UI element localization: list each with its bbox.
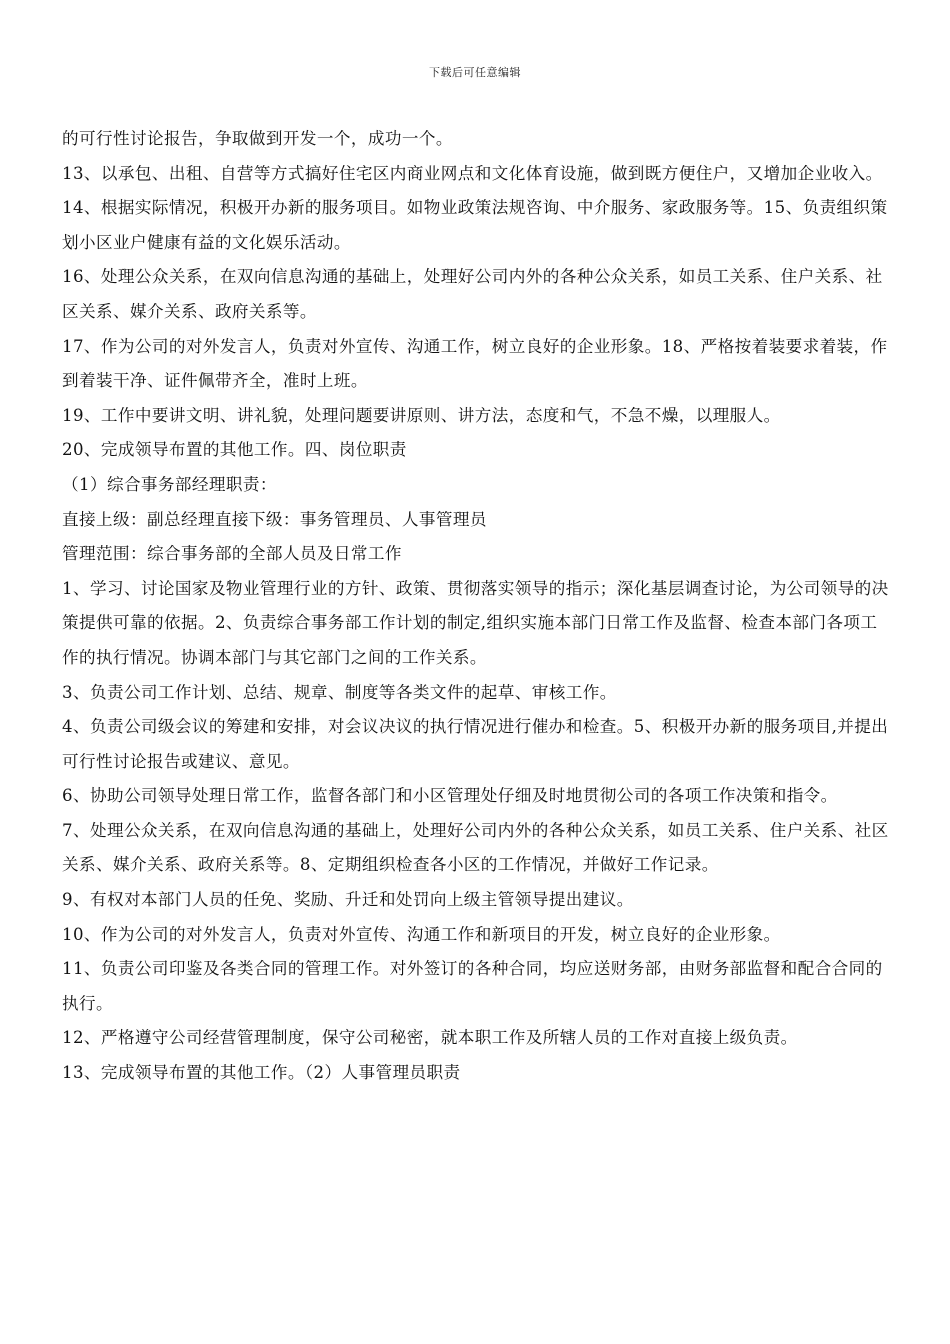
section-heading: （1）综合事务部经理职责： — [62, 474, 277, 494]
paragraph: 20、完成领导布置的其他工作。四、岗位职责 — [62, 440, 407, 460]
paragraph: 19、工作中要讲文明、讲礼貌，处理问题要讲原则、讲方法，态度和气，不急不燥，以理服人。 — [62, 405, 781, 425]
page-header: 下载后可任意编辑 — [429, 66, 521, 79]
paragraph: 直接上级：副总经理直接下级：事务管理员、人事管理员 — [62, 509, 487, 529]
paragraph: 7、处理公众关系，在双向信息沟通的基础上，处理好公司内外的各种公众关系，如员工关系、住户关系、社区关系、媒介关系、政府关系等。8、定期组织检查各小区的工作情况，并做好工作记录。 — [62, 820, 889, 875]
document-body — [62, 122, 890, 1091]
paragraph: 9、有权对本部门人员的任免、奖励、升迁和处罚向上级主管领导提出建议。 — [62, 890, 634, 910]
paragraph: 12、严格遵守公司经营管理制度，保守公司秘密，就本职工作及所辖人员的工作对直接上级负责。 — [62, 1028, 798, 1048]
paragraph: 3、负责公司工作计划、总结、规章、制度等各类文件的起草、审核工作。 — [62, 682, 617, 702]
paragraph: 1、学习、讨论国家及物业管理行业的方针、政策、贯彻落实领导的指示；深化基层调查讨论，为公司领导的决策提供可靠的依据。2、负责综合事务部工作计划的制定,组织实施本部门日常工作及监督、检查本部门各项工作的执行情况。协调本部门与其它部门之间的工作关系。 — [62, 578, 889, 667]
paragraph: 14、根据实际情况，积极开办新的服务项目。如物业政策法规咨询、中介服务、家政服务等。15、负责组织策划小区业户健康有益的文化娱乐活动。 — [62, 198, 888, 252]
paragraph: 13、以承包、出租、自营等方式搞好住宅区内商业网点和文化体育设施，做到既方便住户，又增加企业收入。 — [62, 163, 883, 183]
paragraph: 13、完成领导布置的其他工作。（2）人事管理员职责 — [62, 1063, 461, 1083]
paragraph: 16、处理公众关系，在双向信息沟通的基础上，处理好公司内外的各种公众关系，如员工关系、住户关系、社区关系、媒介关系、政府关系等。 — [62, 267, 883, 321]
paragraph: 11、负责公司印鉴及各类合同的管理工作。对外签订的各种合同，均应送财务部，由财务部监督和配合合同的执行。 — [62, 959, 883, 1013]
paragraph: 4、负责公司级会议的筹建和安排，对会议决议的执行情况进行催办和检查。5、积极开办新的服务项目,并提出可行性讨论报告或建议、意见。 — [62, 717, 889, 771]
paragraph: 6、协助公司领导处理日常工作，监督各部门和小区管理处仔细及时地贯彻公司的各项工作决策和指令。 — [62, 786, 838, 806]
paragraph: 的可行性讨论报告，争取做到开发一个，成功一个。 — [62, 129, 453, 148]
paragraph: 管理范围：综合事务部的全部人员及日常工作 — [62, 544, 402, 564]
paragraph: 17、作为公司的对外发言人，负责对外宣传、沟通工作，树立良好的企业形象。18、严格按着装要求着装，作到着装干净、证件佩带齐全，准时上班。 — [62, 336, 888, 391]
paragraph: 10、作为公司的对外发言人，负责对外宣传、沟通工作和新项目的开发，树立良好的企业形象。 — [62, 924, 781, 944]
